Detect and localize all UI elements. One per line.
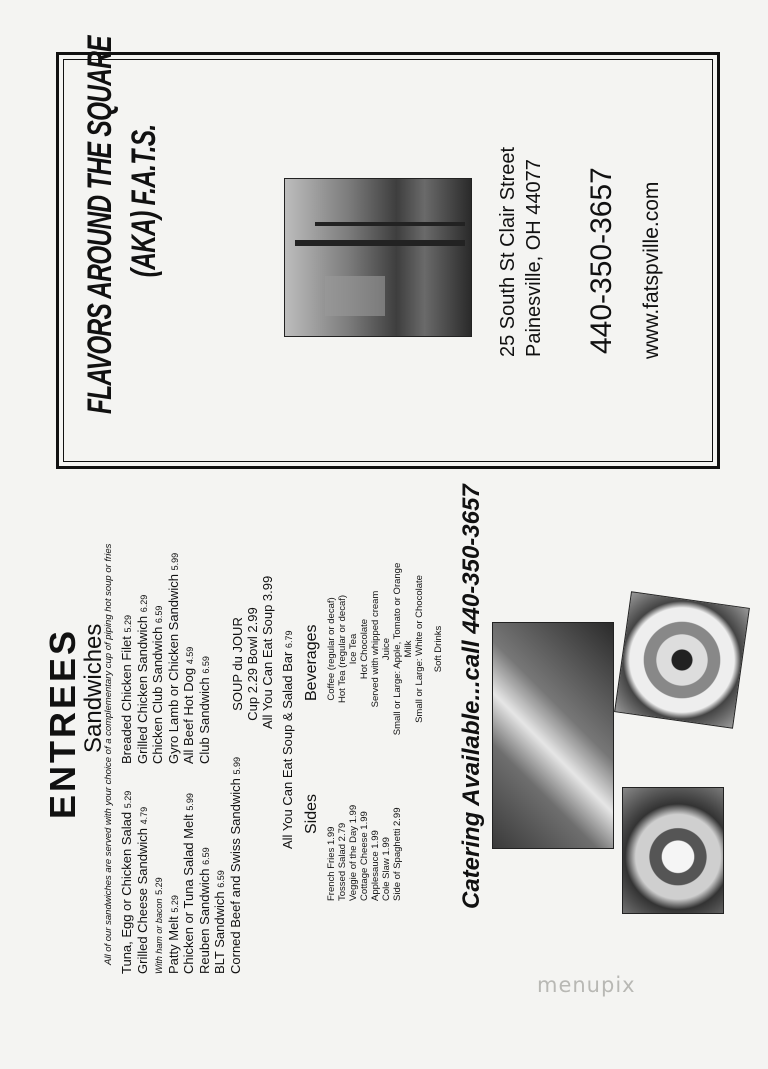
sandwich-item-name: Gyro Lamb or Chicken Sandwich: [165, 573, 181, 764]
sandwich-item-name: Club Sandwich: [196, 677, 212, 764]
restaurant-name-line2: (AKA) F.A.T.S.: [125, 124, 163, 278]
phone-number: 440-350-3657: [585, 167, 618, 354]
sandwich-item-price: 4.59: [185, 646, 195, 665]
side-item: Cole Slaw 1.99: [381, 837, 392, 901]
sandwich-item-name: All Beef Hot Dog: [181, 667, 196, 764]
sandwich-item-name: Chicken Club Sandwich: [150, 626, 165, 764]
beverage-item: Ice Tea: [348, 633, 359, 665]
beverage-item: Hot Tea (regular or decaf): [337, 594, 348, 704]
sandwich-item: [198, 553, 214, 764]
side-item: French Fries 1.99: [326, 826, 337, 901]
sandwich-item: [167, 757, 183, 974]
beverage-item: Hot Chocolate: [359, 618, 370, 680]
sandwich-item: [182, 553, 198, 764]
sandwich-item-name: Chicken or Tuna Salad Melt: [181, 814, 196, 974]
beverage-item: [425, 554, 433, 744]
soup-prices: Cup 2.29 Bowl 2.99: [245, 607, 260, 721]
sandwich-item-price: 5.29: [123, 614, 133, 633]
sandwich-item-price: 6.59: [200, 847, 211, 865]
side-item: Applesauce 1.99: [370, 830, 381, 901]
sandwich-item-price: 5.29: [154, 877, 164, 895]
sandwich-item-name: BLT Sandwich: [212, 891, 227, 974]
sandwich-item-price: 6.59: [216, 870, 226, 888]
sandwich-item-price: 5.29: [169, 895, 180, 913]
catering-line: Catering Available...call 440-350-3657: [458, 484, 485, 909]
sandwich-item-name: Reuben Sandwich: [196, 868, 212, 974]
soup-block: [230, 575, 275, 729]
sides-list: [326, 805, 403, 901]
sandwich-item-name: Breaded Chicken Filet: [119, 636, 134, 764]
restaurant-name-line1: FLAVORS AROUND THE SQUARE: [81, 36, 119, 414]
sandwich-item: [182, 757, 198, 974]
beverages-title: Beverages: [303, 624, 320, 701]
sandwich-list-right: [120, 553, 213, 764]
beverage-item: Served with whipped cream: [370, 590, 381, 708]
sandwich-item: [120, 553, 136, 764]
side-item: Side of Spaghetti 2.99: [392, 807, 403, 901]
sandwich-item-price: 4.79: [138, 806, 149, 825]
beverage-item: Small or Large: Apple, Tomato or Orange: [392, 562, 403, 736]
sandwich-item: [213, 757, 229, 974]
address-city: Painesville, OH 44077: [523, 159, 545, 357]
address-street: 25 South St Clair Street: [497, 146, 519, 357]
sandwich-item-price: 5.29: [123, 790, 133, 809]
menupix-watermark: menupix: [537, 973, 636, 997]
sandwich-item: [151, 553, 167, 764]
sandwich-list-left: [120, 757, 244, 974]
sandwich-item-name: Tuna, Egg or Chicken Salad: [119, 811, 134, 974]
sandwich-item: [229, 757, 245, 974]
sandwich-item: [198, 757, 214, 974]
entrees-title: ENTREES: [42, 627, 83, 819]
restaurant-name: [78, 36, 166, 414]
soup-salad-bar: [280, 631, 295, 849]
sandwich-item-price: 6.29: [138, 594, 149, 613]
website: www.fatspville.com: [640, 181, 663, 359]
sandwich-item-price: 5.99: [231, 757, 242, 775]
sandwich-item-name: Grilled Chicken Sandwich: [134, 615, 150, 764]
sandwich-item-price: 5.99: [169, 552, 180, 571]
beverage-item: Coffee (regular or decaf): [326, 597, 337, 701]
sandwich-item-name: Grilled Cheese Sandwich: [134, 828, 150, 974]
sandwich-item: [136, 757, 152, 974]
sandwich-item: [136, 553, 152, 764]
sandwich-item-price: 5.99: [185, 793, 195, 811]
soup-title: SOUP du JOUR: [230, 617, 245, 711]
sandwich-item-price: 6.59: [154, 605, 164, 624]
square-photo: [284, 178, 472, 337]
sandwich-note: All of our sandwiches are served with your choice of a complementary cup of piping hot soup or fries: [103, 543, 114, 965]
platter-photo-1: [622, 787, 724, 914]
soup-salad-bar-label: All You Can Eat Soup & Salad Bar: [280, 651, 295, 849]
sandwich-item-price: 6.59: [200, 656, 211, 674]
soup-all-you-can-eat: All You Can Eat Soup 3.99: [260, 575, 275, 729]
soup-salad-bar-price: 6.79: [284, 630, 294, 649]
sandwich-item: [120, 757, 136, 974]
side-item: Cottage Cheese 1.99: [359, 811, 370, 901]
address-block: [495, 147, 547, 357]
sandwich-item: [167, 553, 183, 764]
buffet-photo: [492, 622, 614, 849]
beverage-item: Soft Drinks: [433, 625, 444, 673]
beverages-list: [326, 554, 444, 744]
sandwich-item-name: Patty Melt: [165, 916, 181, 974]
sides-title: Sides: [303, 793, 320, 834]
sandwich-item-name: With ham or bacon: [154, 898, 164, 974]
sandwich-item: [151, 757, 167, 974]
beverage-item: Juice: [381, 637, 392, 661]
side-item: Veggie of the Day 1.99: [348, 804, 359, 901]
side-item: Tossed Salad 2.79: [337, 822, 348, 901]
sandwich-item-name: Corned Beef and Swiss Sandwich: [227, 778, 243, 974]
sandwiches-heading: Sandwiches: [80, 623, 107, 753]
beverage-item: Milk: [403, 640, 414, 658]
beverage-item: Small or Large: White or Chocolate: [414, 575, 425, 723]
platter-photo-2: [614, 591, 750, 729]
